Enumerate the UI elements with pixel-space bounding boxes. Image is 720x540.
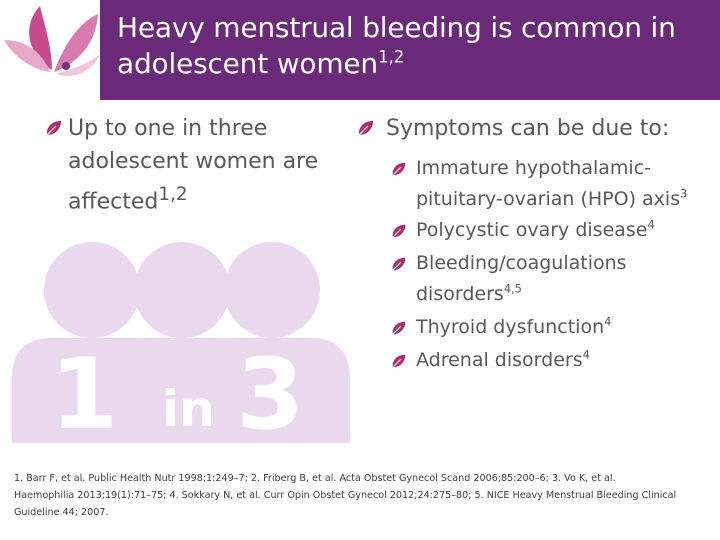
symptom-item-adrenal-text: Adrenal disorders bbox=[416, 349, 583, 371]
title-line-1: Heavy menstrual bleeding is common in bbox=[117, 11, 676, 44]
title-citation: 1,2 bbox=[377, 46, 405, 67]
symptom-item-adrenal-line-1 bbox=[416, 345, 716, 376]
references bbox=[14, 470, 714, 521]
title-line-2 bbox=[117, 46, 707, 82]
petal-bullet-icon bbox=[44, 118, 64, 138]
references-line-2: Haemophilia 2013;19(1):71–75; 4. Sokkary N, et al. Curr Opin Obstet Gynecol 2012;24:275–80; 5. NICE Heavy Menstrual Bleeding Clinical bbox=[14, 490, 677, 501]
petal-bullet-icon bbox=[356, 118, 376, 138]
slide-title bbox=[117, 10, 707, 82]
symptom-item-pcos-citation: 4 bbox=[647, 217, 655, 232]
symptom-item-bleeding-citation: 4,5 bbox=[503, 281, 522, 296]
symptom-item-pcos-text: Polycystic ovary disease bbox=[416, 219, 648, 241]
illustration-number-three: 3 bbox=[236, 338, 305, 443]
lotus-logo-icon bbox=[0, 0, 100, 100]
symptom-item-hpo-line-2-text: pituitary-ovarian (HPO) axis bbox=[416, 188, 681, 210]
references-line-1: 1. Barr F, et al. Public Health Nutr 1998;1:249–7; 2. Friberg B, et al. Acta Obstet Gynecol Scand 2006;85:200–6; 3. Vo K, et al. bbox=[14, 473, 616, 484]
left-bullet-line-1: Up to one in three bbox=[68, 116, 268, 141]
left-bullet-line-2: adolescent women are bbox=[68, 149, 319, 174]
illustration-word-in: in bbox=[162, 380, 215, 438]
symptom-item-bleeding-line-2 bbox=[416, 279, 716, 310]
left-bullet-text bbox=[68, 112, 348, 218]
symptom-item-bleeding bbox=[416, 248, 716, 310]
petal-bullet-icon bbox=[390, 222, 408, 240]
symptom-item-thyroid-line-1 bbox=[416, 312, 716, 343]
title-banner bbox=[0, 0, 720, 100]
symptom-item-hpo-citation: 3 bbox=[680, 186, 688, 201]
title-line-2-text: adolescent women bbox=[117, 47, 378, 80]
left-bullet-line-3 bbox=[68, 178, 348, 218]
symptom-item-pcos-line-1 bbox=[416, 215, 716, 246]
illustration-number-one: 1 bbox=[50, 338, 119, 443]
one-in-three-illustration bbox=[12, 228, 352, 443]
symptom-item-adrenal-citation: 4 bbox=[582, 347, 590, 362]
symptoms-heading: Symptoms can be due to: bbox=[386, 116, 670, 141]
symptom-item-thyroid-text: Thyroid dysfunction bbox=[416, 316, 605, 338]
petal-bullet-icon bbox=[390, 255, 408, 273]
symptom-item-bleeding-line-2-text: disorders bbox=[416, 283, 504, 305]
references-line-3: Guideline 44; 2007. bbox=[14, 507, 109, 518]
logo-panel bbox=[0, 0, 100, 100]
symptom-item-hpo-line-1: Immature hypothalamic- bbox=[416, 157, 651, 179]
symptom-item-hpo-line-2 bbox=[416, 184, 716, 215]
petal-bullet-icon bbox=[390, 319, 408, 337]
symptom-item-bleeding-line-1: Bleeding/coagulations bbox=[416, 252, 627, 274]
symptom-item-thyroid-citation: 4 bbox=[604, 314, 612, 329]
left-bullet-line-3-text: affected bbox=[68, 189, 159, 215]
symptom-item-pcos bbox=[416, 215, 716, 246]
symptom-item-adrenal bbox=[416, 345, 716, 376]
symptom-item-hpo bbox=[416, 153, 716, 215]
left-bullet-citation: 1,2 bbox=[158, 184, 188, 205]
petal-bullet-icon bbox=[390, 352, 408, 370]
symptom-item-thyroid bbox=[416, 312, 716, 343]
petal-bullet-icon bbox=[390, 160, 408, 178]
